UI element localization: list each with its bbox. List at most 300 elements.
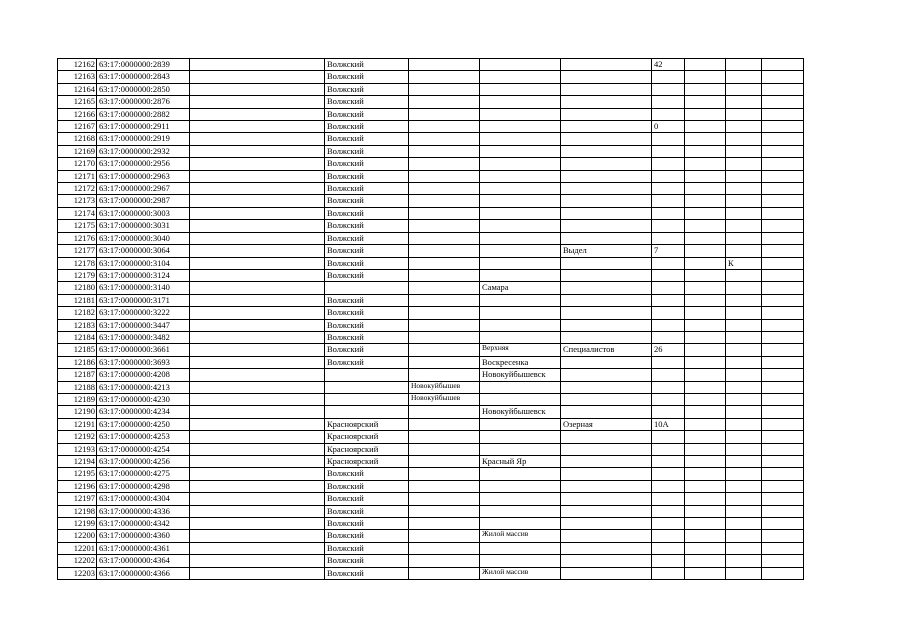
cell-col-i <box>685 443 726 455</box>
cell-street <box>561 59 652 71</box>
cell-district <box>325 393 409 405</box>
cell-cadastral-number: 63:17:0000000:4234 <box>97 406 190 418</box>
cell-street <box>561 183 652 195</box>
cell-row-number: 12190 <box>58 406 97 418</box>
cell-locality <box>480 269 561 281</box>
cell-col-e <box>409 468 480 480</box>
table-row <box>58 567 804 579</box>
cell-cadastral-number: 63:17:0000000:2963 <box>97 170 190 182</box>
cell-street <box>561 381 652 393</box>
cell-col-j <box>726 518 762 530</box>
cell-locality: Жилой массив <box>480 567 561 579</box>
cell-street <box>561 369 652 381</box>
table-row <box>58 319 804 331</box>
cell-col-j <box>726 108 762 120</box>
cell-cadastral-number: 63:17:0000000:3482 <box>97 331 190 343</box>
cell-col-c <box>190 331 325 343</box>
cell-locality: Верхняя <box>480 344 561 356</box>
cell-street <box>561 307 652 319</box>
cell-house-number <box>652 170 685 182</box>
cell-house-number <box>652 431 685 443</box>
cell-house-number <box>652 282 685 294</box>
cell-locality <box>480 121 561 133</box>
cell-cadastral-number: 63:17:0000000:2911 <box>97 121 190 133</box>
cell-house-number <box>652 269 685 281</box>
cell-cadastral-number: 63:17:0000000:3031 <box>97 220 190 232</box>
cell-house-number <box>652 195 685 207</box>
cell-col-i <box>685 121 726 133</box>
cell-col-j <box>726 269 762 281</box>
cell-col-e <box>409 542 480 554</box>
cell-col-e <box>409 505 480 517</box>
cell-col-j <box>726 133 762 145</box>
table-row <box>58 456 804 468</box>
cell-col-j <box>726 369 762 381</box>
cell-col-e <box>409 294 480 306</box>
table-row <box>58 530 804 542</box>
cell-row-number: 12181 <box>58 294 97 306</box>
cell-house-number <box>652 530 685 542</box>
cell-cadastral-number: 63:17:0000000:3661 <box>97 344 190 356</box>
cell-locality <box>480 505 561 517</box>
cell-locality: Красный Яр <box>480 456 561 468</box>
cell-col-c <box>190 319 325 331</box>
cell-row-number: 12175 <box>58 220 97 232</box>
table-row <box>58 158 804 170</box>
cell-district: Волжский <box>325 331 409 343</box>
cell-col-k <box>762 567 804 579</box>
cell-col-e <box>409 158 480 170</box>
cell-locality <box>480 145 561 157</box>
cell-col-k <box>762 145 804 157</box>
cell-street: Специалистов <box>561 344 652 356</box>
cell-street: Озерная <box>561 418 652 430</box>
cell-district: Волжский <box>325 232 409 244</box>
cell-house-number <box>652 158 685 170</box>
cell-col-j <box>726 344 762 356</box>
cell-col-c <box>190 418 325 430</box>
cell-col-j <box>726 170 762 182</box>
cell-cadastral-number: 63:17:0000000:4253 <box>97 431 190 443</box>
cell-col-i <box>685 530 726 542</box>
cell-col-k <box>762 170 804 182</box>
table-row <box>58 307 804 319</box>
cell-district: Волжский <box>325 83 409 95</box>
table-row <box>58 195 804 207</box>
cell-cadastral-number: 63:17:0000000:4256 <box>97 456 190 468</box>
cell-row-number: 12162 <box>58 59 97 71</box>
cell-col-j <box>726 456 762 468</box>
cell-col-j <box>726 307 762 319</box>
cell-col-i <box>685 257 726 269</box>
cell-col-i <box>685 195 726 207</box>
cell-col-c <box>190 133 325 145</box>
cell-row-number: 12195 <box>58 468 97 480</box>
cell-col-c <box>190 220 325 232</box>
cell-col-e <box>409 356 480 368</box>
cell-col-k <box>762 133 804 145</box>
cell-row-number: 12194 <box>58 456 97 468</box>
cell-cadastral-number: 63:17:0000000:3104 <box>97 257 190 269</box>
cell-col-j <box>726 406 762 418</box>
cell-street <box>561 282 652 294</box>
cell-col-e <box>409 170 480 182</box>
cell-col-j: К <box>726 257 762 269</box>
cell-col-j <box>726 220 762 232</box>
cell-col-i <box>685 183 726 195</box>
cell-house-number: 42 <box>652 59 685 71</box>
cell-row-number: 12170 <box>58 158 97 170</box>
cell-col-c <box>190 393 325 405</box>
cell-col-k <box>762 245 804 257</box>
cell-street <box>561 269 652 281</box>
cell-col-c <box>190 158 325 170</box>
cell-col-c <box>190 207 325 219</box>
cell-col-k <box>762 468 804 480</box>
cell-district: Волжский <box>325 269 409 281</box>
cell-col-k <box>762 530 804 542</box>
cell-col-e <box>409 71 480 83</box>
cell-row-number: 12163 <box>58 71 97 83</box>
cell-district: Волжский <box>325 480 409 492</box>
cell-street <box>561 83 652 95</box>
cell-col-c <box>190 108 325 120</box>
cell-locality <box>480 170 561 182</box>
cell-col-c <box>190 96 325 108</box>
table-row <box>58 443 804 455</box>
cell-col-i <box>685 207 726 219</box>
cell-locality: Новокуйбышевск <box>480 369 561 381</box>
cell-col-i <box>685 344 726 356</box>
cell-house-number <box>652 356 685 368</box>
cell-col-c <box>190 195 325 207</box>
cell-locality <box>480 542 561 554</box>
cell-house-number <box>652 480 685 492</box>
cell-street <box>561 505 652 517</box>
cell-cadastral-number: 63:17:0000000:4364 <box>97 555 190 567</box>
cell-col-k <box>762 381 804 393</box>
cell-locality <box>480 555 561 567</box>
cell-col-j <box>726 183 762 195</box>
table-row <box>58 505 804 517</box>
cell-district: Волжский <box>325 245 409 257</box>
cell-house-number <box>652 294 685 306</box>
cell-col-k <box>762 59 804 71</box>
cell-locality <box>480 319 561 331</box>
cell-district: Красноярский <box>325 431 409 443</box>
cell-locality <box>480 245 561 257</box>
cell-col-i <box>685 170 726 182</box>
cell-district: Волжский <box>325 108 409 120</box>
cell-col-c <box>190 468 325 480</box>
cell-col-e <box>409 518 480 530</box>
cell-district: Красноярский <box>325 443 409 455</box>
cell-district: Волжский <box>325 121 409 133</box>
cell-district: Волжский <box>325 207 409 219</box>
cell-col-e <box>409 307 480 319</box>
cell-house-number <box>652 108 685 120</box>
cell-row-number: 12201 <box>58 542 97 554</box>
cell-cadastral-number: 63:17:0000000:4208 <box>97 369 190 381</box>
cell-col-j <box>726 195 762 207</box>
cell-col-k <box>762 319 804 331</box>
spreadsheet-page <box>57 58 804 580</box>
cell-col-k <box>762 294 804 306</box>
cell-col-e <box>409 257 480 269</box>
cell-row-number: 12189 <box>58 393 97 405</box>
cell-house-number <box>652 83 685 95</box>
cell-col-e <box>409 183 480 195</box>
cell-cadastral-number: 63:17:0000000:3124 <box>97 269 190 281</box>
cell-col-e <box>409 331 480 343</box>
cell-row-number: 12202 <box>58 555 97 567</box>
cell-col-e <box>409 493 480 505</box>
cell-col-e <box>409 96 480 108</box>
cell-locality <box>480 393 561 405</box>
cell-house-number <box>652 406 685 418</box>
cell-cadastral-number: 63:17:0000000:3222 <box>97 307 190 319</box>
cell-col-k <box>762 406 804 418</box>
cell-district: Волжский <box>325 294 409 306</box>
table-row <box>58 108 804 120</box>
table-row <box>58 393 804 405</box>
cell-district: Волжский <box>325 96 409 108</box>
cell-col-i <box>685 294 726 306</box>
cell-street <box>561 393 652 405</box>
cell-col-c <box>190 245 325 257</box>
cell-col-j <box>726 83 762 95</box>
cell-col-k <box>762 307 804 319</box>
cell-street <box>561 145 652 157</box>
cell-col-e <box>409 406 480 418</box>
cell-col-e <box>409 59 480 71</box>
cell-col-j <box>726 542 762 554</box>
cell-col-e <box>409 145 480 157</box>
cell-district: Волжский <box>325 518 409 530</box>
cell-col-i <box>685 381 726 393</box>
cell-row-number: 12176 <box>58 232 97 244</box>
cell-col-i <box>685 567 726 579</box>
cell-col-k <box>762 207 804 219</box>
cell-house-number <box>652 319 685 331</box>
cell-district: Волжский <box>325 158 409 170</box>
cell-col-c <box>190 232 325 244</box>
cell-col-i <box>685 307 726 319</box>
cell-locality <box>480 108 561 120</box>
cell-cadastral-number: 63:17:0000000:4360 <box>97 530 190 542</box>
cell-col-e <box>409 108 480 120</box>
cell-col-e <box>409 121 480 133</box>
cell-col-e <box>409 133 480 145</box>
cell-house-number <box>652 456 685 468</box>
cell-locality <box>480 468 561 480</box>
cell-col-j <box>726 431 762 443</box>
cell-locality <box>480 480 561 492</box>
cell-col-k <box>762 96 804 108</box>
cell-district: Волжский <box>325 530 409 542</box>
cell-street <box>561 319 652 331</box>
cell-cadastral-number: 63:17:0000000:4254 <box>97 443 190 455</box>
cell-house-number <box>652 518 685 530</box>
cell-col-k <box>762 108 804 120</box>
cell-district: Волжский <box>325 133 409 145</box>
cell-col-i <box>685 518 726 530</box>
cell-col-c <box>190 542 325 554</box>
cell-district <box>325 406 409 418</box>
cell-district: Волжский <box>325 71 409 83</box>
table-row <box>58 133 804 145</box>
table-row <box>58 282 804 294</box>
cell-col-c <box>190 493 325 505</box>
cell-col-i <box>685 108 726 120</box>
cell-col-k <box>762 493 804 505</box>
cell-district: Волжский <box>325 195 409 207</box>
cell-locality <box>480 158 561 170</box>
cell-col-c <box>190 356 325 368</box>
cell-street <box>561 542 652 554</box>
cell-col-k <box>762 518 804 530</box>
cadastral-table <box>57 58 804 580</box>
cell-street <box>561 493 652 505</box>
cell-cadastral-number: 63:17:0000000:4336 <box>97 505 190 517</box>
cell-locality <box>480 381 561 393</box>
cell-locality <box>480 133 561 145</box>
cell-locality <box>480 307 561 319</box>
cell-cadastral-number: 63:17:0000000:4230 <box>97 393 190 405</box>
cell-district: Волжский <box>325 356 409 368</box>
table-row <box>58 356 804 368</box>
cell-col-j <box>726 59 762 71</box>
cell-row-number: 12168 <box>58 133 97 145</box>
cell-col-j <box>726 96 762 108</box>
cell-col-c <box>190 145 325 157</box>
cell-col-e <box>409 207 480 219</box>
cell-col-k <box>762 431 804 443</box>
cell-locality <box>480 431 561 443</box>
cell-col-i <box>685 431 726 443</box>
table-row <box>58 121 804 133</box>
cell-house-number: 10А <box>652 418 685 430</box>
cell-col-i <box>685 369 726 381</box>
cell-col-k <box>762 505 804 517</box>
cell-locality <box>480 294 561 306</box>
cell-col-e <box>409 456 480 468</box>
cell-col-j <box>726 393 762 405</box>
cell-col-k <box>762 158 804 170</box>
cell-cadastral-number: 63:17:0000000:2932 <box>97 145 190 157</box>
cell-house-number <box>652 96 685 108</box>
cell-house-number <box>652 207 685 219</box>
cell-col-k <box>762 269 804 281</box>
cell-col-c <box>190 307 325 319</box>
cell-district: Волжский <box>325 344 409 356</box>
table-row <box>58 406 804 418</box>
cell-cadastral-number: 63:17:0000000:4304 <box>97 493 190 505</box>
cell-house-number <box>652 567 685 579</box>
cell-col-k <box>762 121 804 133</box>
cell-street <box>561 431 652 443</box>
cell-col-i <box>685 245 726 257</box>
cell-col-j <box>726 555 762 567</box>
cell-col-e <box>409 232 480 244</box>
table-row <box>58 257 804 269</box>
cell-cadastral-number: 63:17:0000000:3693 <box>97 356 190 368</box>
cell-col-e <box>409 418 480 430</box>
cell-col-j <box>726 443 762 455</box>
table-row <box>58 71 804 83</box>
cell-row-number: 12187 <box>58 369 97 381</box>
cell-district <box>325 381 409 393</box>
cell-col-e <box>409 282 480 294</box>
cell-col-k <box>762 183 804 195</box>
cell-house-number: 0 <box>652 121 685 133</box>
cell-col-i <box>685 555 726 567</box>
cell-locality <box>480 220 561 232</box>
table-row <box>58 207 804 219</box>
cell-col-c <box>190 456 325 468</box>
cell-district: Волжский <box>325 567 409 579</box>
cell-col-c <box>190 344 325 356</box>
cell-row-number: 12199 <box>58 518 97 530</box>
cell-col-j <box>726 145 762 157</box>
cell-district: Волжский <box>325 505 409 517</box>
cell-col-j <box>726 282 762 294</box>
cell-street <box>561 518 652 530</box>
table-row <box>58 294 804 306</box>
cell-cadastral-number: 63:17:0000000:3003 <box>97 207 190 219</box>
table-row <box>58 518 804 530</box>
cell-col-i <box>685 456 726 468</box>
cell-street <box>561 158 652 170</box>
cell-col-j <box>726 121 762 133</box>
table-row <box>58 431 804 443</box>
table-row <box>58 83 804 95</box>
cell-house-number <box>652 145 685 157</box>
cell-house-number <box>652 307 685 319</box>
cell-cadastral-number: 63:17:0000000:2882 <box>97 108 190 120</box>
cell-col-e <box>409 567 480 579</box>
cell-col-c <box>190 530 325 542</box>
cell-locality <box>480 195 561 207</box>
cell-col-i <box>685 418 726 430</box>
cell-col-j <box>726 319 762 331</box>
cell-house-number <box>652 468 685 480</box>
cell-col-j <box>726 294 762 306</box>
cell-cadastral-number: 63:17:0000000:3171 <box>97 294 190 306</box>
cell-street <box>561 108 652 120</box>
cell-col-i <box>685 133 726 145</box>
cell-col-k <box>762 555 804 567</box>
cell-row-number: 12192 <box>58 431 97 443</box>
cell-col-j <box>726 331 762 343</box>
cell-cadastral-number: 63:17:0000000:4275 <box>97 468 190 480</box>
cell-row-number: 12196 <box>58 480 97 492</box>
cell-col-e <box>409 431 480 443</box>
cell-row-number: 12164 <box>58 83 97 95</box>
cell-col-i <box>685 468 726 480</box>
cell-col-i <box>685 220 726 232</box>
table-row <box>58 369 804 381</box>
cell-col-j <box>726 356 762 368</box>
table-row <box>58 145 804 157</box>
cell-locality <box>480 232 561 244</box>
cell-district: Волжский <box>325 493 409 505</box>
cell-col-i <box>685 282 726 294</box>
cell-locality <box>480 83 561 95</box>
cell-col-i <box>685 319 726 331</box>
cell-col-e <box>409 530 480 542</box>
cell-street <box>561 232 652 244</box>
